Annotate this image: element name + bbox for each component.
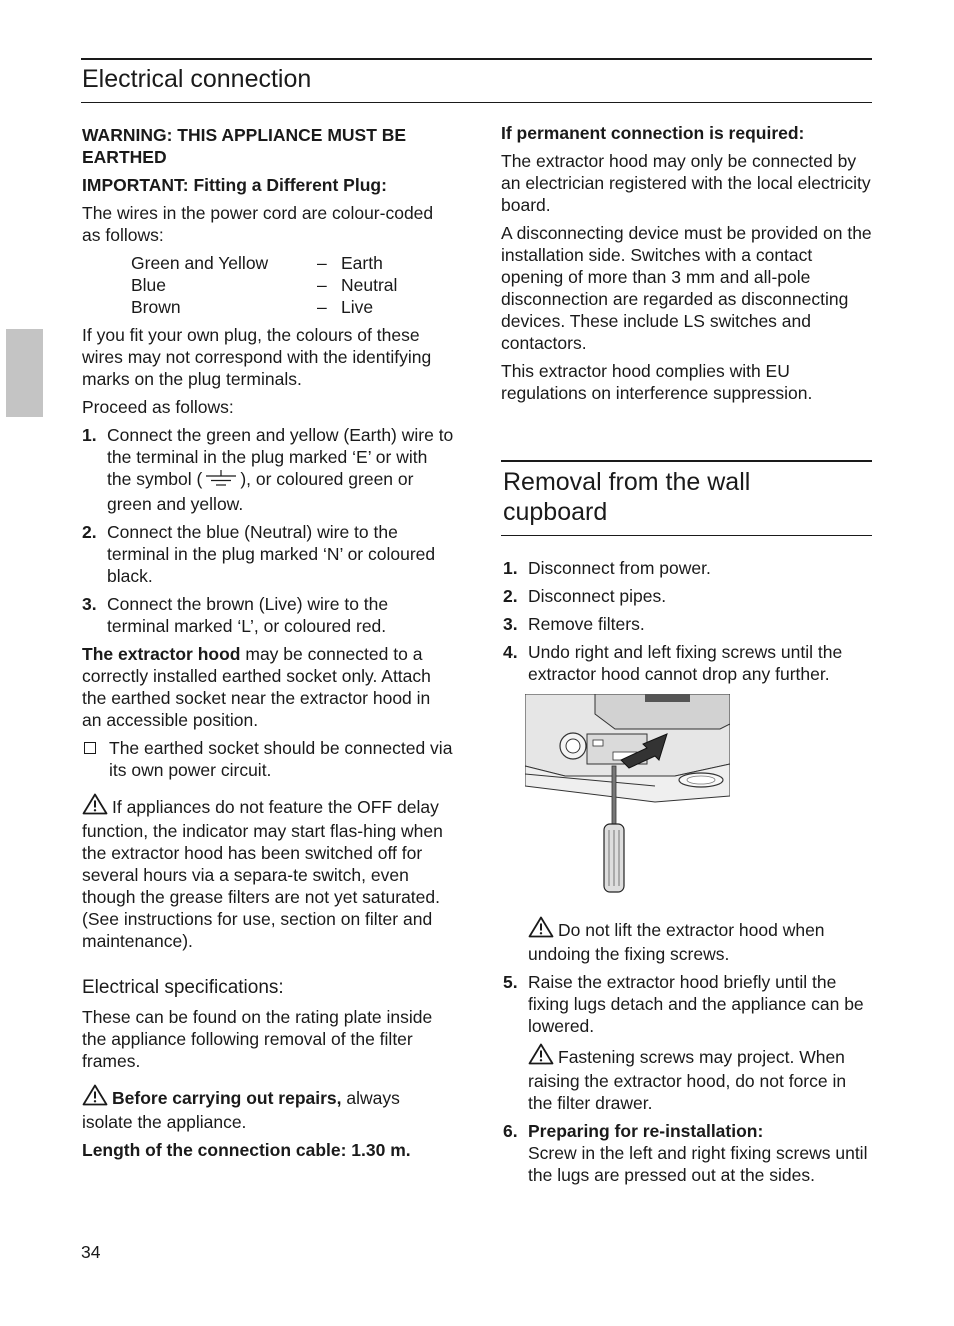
section-tab-marker xyxy=(6,329,43,417)
header-bottom-rule xyxy=(81,102,872,103)
off-delay-warning: If appliances do not feature the OFF delay function, the indicator may start flas-hing when the extractor hood has been switched off for several hours via a separa-te switch, even though the grease filters are not yet saturated. xyxy=(82,793,454,908)
fastening-screws-warning: Fastening screws may project. When raising the extractor hood, do not force in the filter drawer. xyxy=(528,1043,873,1114)
own-plug-note: If you fit your own plug, the colours of these wires may not correspond with the identifying marks on the plug terminals. xyxy=(82,325,432,389)
wire-color-table xyxy=(131,252,454,318)
wire-role: Live xyxy=(341,297,374,317)
list-item: 3. Remove filters. xyxy=(503,614,645,634)
wire-code-intro: The wires in the power cord are colour-coded as follows: xyxy=(82,203,434,245)
permanent-connection-heading: If permanent connection is required: xyxy=(501,123,805,143)
off-delay-note: (See instructions for use, section on filter and maintenance). xyxy=(82,909,433,951)
electrical-spec-text: These can be found on the rating plate inside the appliance following removal of the filter frames. xyxy=(82,1007,433,1071)
warning-triangle-icon xyxy=(82,1084,108,1111)
earth-symbol-icon xyxy=(204,470,238,493)
page-title: Electrical connection xyxy=(82,65,312,93)
wire-dash: – xyxy=(317,253,327,273)
removal-top-rule xyxy=(501,460,872,462)
list-item: 4. Undo right and left fixing screws until the extractor hood cannot drop any further. xyxy=(503,642,843,684)
page-number: 34 xyxy=(81,1242,101,1262)
repairs-warning: Before carrying out repairs, always isolate the appliance. xyxy=(82,1084,454,1133)
cable-length: Length of the connection cable: 1.30 m. xyxy=(82,1140,411,1160)
removal-section-title: Removal from the wall cupboard xyxy=(503,468,751,526)
wire-dash: – xyxy=(317,275,327,295)
warning-triangle-icon xyxy=(82,793,108,820)
wire-color: Brown xyxy=(131,297,181,317)
socket-checklist-item: The earthed socket should be connected via its own power circuit. xyxy=(82,737,454,781)
fixing-screw-illustration xyxy=(525,694,730,894)
eu-regulations-text: This extractor hood complies with EU regulations on interference suppression. xyxy=(501,361,813,403)
list-item: 2. Disconnect pipes. xyxy=(503,586,667,606)
electrical-spec-heading: Electrical specifications: xyxy=(82,977,284,998)
wire-role: Neutral xyxy=(341,275,398,295)
list-item: 1. Connect the green and yellow (Earth) wire to the terminal in the plug marked ‘E’ or with the symbol ( ), or coloured green or green and yellow. xyxy=(82,425,454,514)
removal-steps-part1 xyxy=(503,557,873,691)
right-column-upper xyxy=(501,122,873,410)
earthing-warning: WARNING: THIS APPLIANCE MUST BE EARTHED xyxy=(82,125,407,167)
left-column xyxy=(82,124,454,1167)
lift-warning: Do not lift the extractor hood when undoing the fixing screws. xyxy=(503,916,873,965)
removal-bottom-rule xyxy=(501,535,872,536)
different-plug-heading: IMPORTANT: Fitting a Different Plug: xyxy=(82,175,387,195)
removal-steps-part2 xyxy=(503,916,873,1192)
checkbox-bullet-icon xyxy=(84,742,96,754)
warning-triangle-icon xyxy=(528,1043,554,1070)
list-item: 6. Preparing for re-installation: Screw in the left and right fixing screws until the lugs are pressed out at the sides. xyxy=(503,1121,868,1185)
wire-color: Green and Yellow xyxy=(131,253,269,273)
list-item: 2. Connect the blue (Neutral) wire to the terminal in the plug marked ‘N’ or coloured black. xyxy=(82,522,436,586)
wire-color: Blue xyxy=(131,275,167,295)
header-top-rule xyxy=(81,58,872,60)
list-item: 3. Connect the brown (Live) wire to the terminal marked ‘L’, or coloured red. xyxy=(82,594,389,636)
disconnecting-device-text: A disconnecting device must be provided on the installation side. Switches with a contact opening of more than 3 mm and all-pole disconnection are regarded as disconnecting devices. These include LS switches and contactors. xyxy=(501,223,872,353)
list-item: 1. Disconnect from power. xyxy=(503,558,711,578)
plug-wiring-steps xyxy=(82,424,454,637)
list-item: 5. Raise the extractor hood briefly until the fixing lugs detach and the appliance can be lowered. Fastening screws may project. When raising the extractor hood, do not force in the filter drawer. xyxy=(503,971,873,1114)
proceed-text: Proceed as follows: xyxy=(82,397,234,417)
wire-role: Earth xyxy=(341,253,383,273)
wire-dash: – xyxy=(317,297,327,317)
permanent-connection-text: The extractor hood may only be connected by an electrician registered with the local electricity board. xyxy=(501,151,871,215)
warning-triangle-icon xyxy=(528,916,554,943)
socket-paragraph: The extractor hood may be connected to a correctly installed earthed socket only. Attach the earthed socket near the extractor hood in an accessible position. xyxy=(82,644,431,730)
